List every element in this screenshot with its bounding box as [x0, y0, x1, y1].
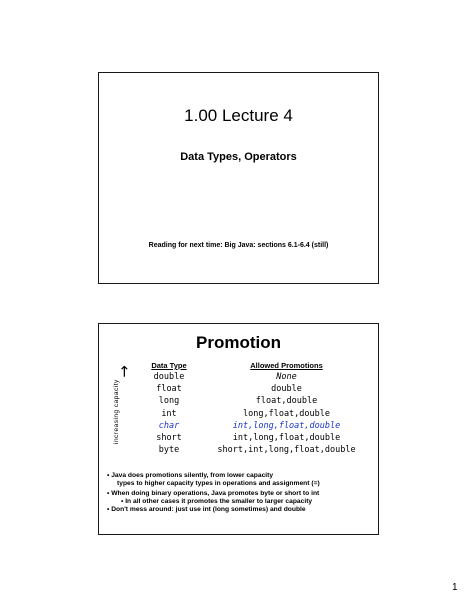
bullet-item: • Java does promotions silently, from lower capacity: [107, 472, 274, 479]
row-type: int: [161, 408, 177, 419]
promotion-title: Promotion: [196, 333, 281, 352]
up-arrow-icon: →: [114, 365, 133, 378]
table-row: [137, 432, 372, 444]
lecture-subtitle: Data Types, Operators: [180, 151, 297, 163]
capacity-axis: [107, 364, 131, 452]
bullet-list: [107, 472, 377, 514]
header-allowed-promotions: Allowed Promotions: [250, 361, 323, 370]
table-row: [137, 371, 372, 383]
row-type: long: [158, 396, 180, 407]
row-allowed: double: [271, 384, 302, 395]
table-row: [137, 383, 372, 395]
table-row: [137, 408, 372, 420]
row-type: byte: [158, 445, 180, 456]
reading-note: Reading for next time: Big Java: sections 6.1-6.4 (still): [148, 242, 329, 249]
page-number: 1: [452, 582, 458, 593]
bullet-item: • Don't mess around: just use int (long sometimes) and double: [107, 506, 306, 514]
slide-promotion: [98, 323, 379, 535]
axis-label: increasing capacity: [113, 379, 120, 444]
bullet-continuation: types to higher capacity types in operations and assignment (=): [117, 480, 320, 488]
row-allowed: int,long,float,double: [232, 433, 341, 444]
row-allowed: float,double: [255, 396, 318, 407]
row-type: double: [153, 372, 185, 383]
sub-bullet-item: • In all other cases it promotes the smaller to larger capacity: [121, 498, 313, 506]
row-type: short: [156, 433, 182, 444]
promotion-table: [137, 361, 372, 456]
row-allowed: None: [276, 372, 297, 383]
table-row-highlighted: [137, 420, 372, 432]
header-data-type: Data Type: [151, 361, 187, 370]
row-type: char: [158, 420, 180, 431]
row-allowed: short,int,long,float,double: [217, 445, 356, 456]
table-row: [137, 395, 372, 407]
row-allowed: int,long,float,double: [232, 420, 341, 431]
row-allowed: long,float,double: [243, 408, 330, 419]
bullet-item: • When doing binary operations, Java promotes byte or short to int: [107, 490, 320, 498]
slide-title: [98, 72, 379, 284]
lecture-title: 1.00 Lecture 4: [184, 106, 293, 125]
table-row: [137, 444, 372, 456]
row-type: float: [156, 384, 182, 395]
table-header: [137, 361, 372, 371]
